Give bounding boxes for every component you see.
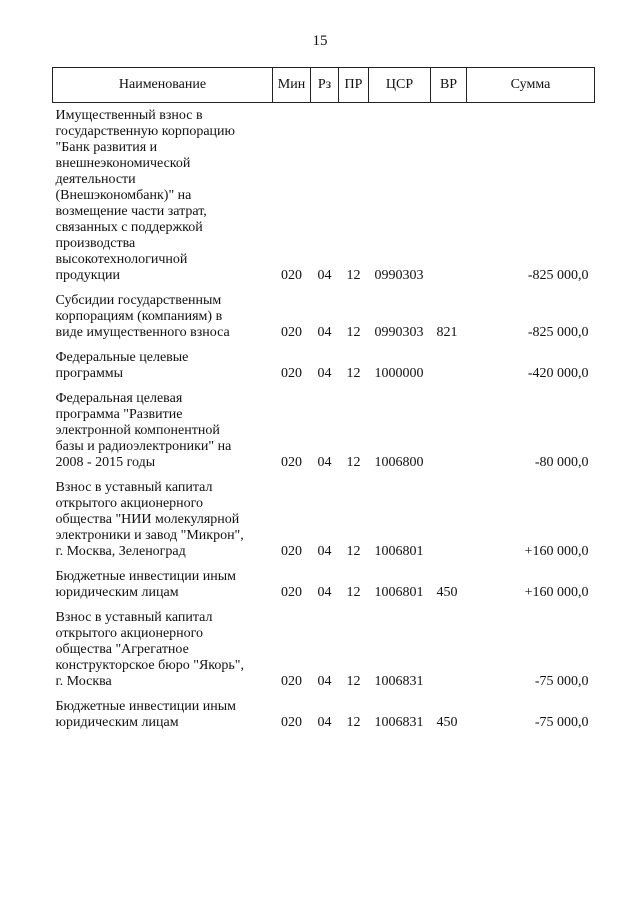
row-vr bbox=[431, 350, 467, 382]
row-name-line: виде имущественного взноса bbox=[55, 325, 230, 340]
row-spacer bbox=[53, 471, 595, 480]
row-csr: 0990303 bbox=[374, 325, 424, 340]
row-pr: 12 bbox=[346, 715, 361, 730]
row-sum: -825 000,0 bbox=[527, 268, 589, 283]
row-min: 020 bbox=[281, 544, 302, 559]
table-row bbox=[53, 569, 595, 601]
row-vr: 821 bbox=[436, 325, 458, 340]
header-pr: ПР bbox=[339, 68, 369, 103]
row-name-line: общества "НИИ молекулярной bbox=[55, 512, 240, 527]
row-pr: 12 bbox=[346, 585, 361, 600]
row-min: 020 bbox=[281, 325, 302, 340]
row-name-line: производства bbox=[55, 236, 136, 251]
row-name-line: Бюджетные инвестиции иным bbox=[55, 699, 236, 714]
row-rz: 04 bbox=[317, 585, 332, 600]
row-name-line: Федеральные целевые bbox=[55, 350, 189, 365]
header-sum: Сумма bbox=[467, 68, 595, 103]
row-name-line: возмещение части затрат, bbox=[55, 204, 207, 219]
row-name-line: Бюджетные инвестиции иным bbox=[55, 569, 236, 584]
row-spacer bbox=[53, 560, 595, 569]
row-csr: 1006831 bbox=[374, 715, 424, 730]
row-csr: 1006801 bbox=[374, 544, 424, 559]
row-name-line: Субсидии государственным bbox=[55, 293, 222, 308]
row-name-line: общества "Агрегатное bbox=[55, 642, 189, 657]
row-name-line: конструкторское бюро "Якорь", bbox=[55, 658, 244, 673]
row-spacer-cell bbox=[53, 690, 595, 699]
row-name-line: (Внешэкономбанк)" на bbox=[55, 188, 192, 203]
row-pr: 12 bbox=[346, 674, 361, 689]
table-row bbox=[53, 103, 595, 285]
row-name-line: внешнеэкономической bbox=[55, 156, 191, 171]
row-sum: +160 000,0 bbox=[524, 585, 589, 600]
row-spacer-cell bbox=[53, 560, 595, 569]
row-name-line: 2008 - 2015 годы bbox=[55, 455, 156, 470]
row-rz: 04 bbox=[317, 715, 332, 730]
row-sum: -75 000,0 bbox=[534, 715, 589, 730]
row-name-line: Взнос в уставный капитал bbox=[55, 480, 213, 495]
row-name-line: Взнос в уставный капитал bbox=[55, 610, 213, 625]
row-sum: -80 000,0 bbox=[534, 455, 589, 470]
header-min: Мин bbox=[273, 68, 311, 103]
row-name-line: корпорациям (компаниям) в bbox=[55, 309, 223, 324]
row-vr bbox=[431, 103, 467, 285]
row-vr: 450 bbox=[436, 585, 458, 600]
row-name-line: высокотехнологичной bbox=[55, 252, 188, 267]
row-csr: 1000000 bbox=[374, 366, 424, 381]
row-pr: 12 bbox=[346, 455, 361, 470]
row-name bbox=[53, 350, 273, 382]
row-name-line: базы и радиоэлектроники" на bbox=[55, 439, 232, 454]
table-row bbox=[53, 480, 595, 560]
row-pr: 12 bbox=[346, 544, 361, 559]
row-name-line: г. Москва bbox=[55, 674, 112, 689]
row-name bbox=[53, 293, 273, 341]
row-name-line: связанных с поддержкой bbox=[55, 220, 203, 235]
row-pr: 12 bbox=[346, 268, 361, 283]
row-csr: 1006831 bbox=[374, 674, 424, 689]
row-name bbox=[53, 391, 273, 471]
row-min: 020 bbox=[281, 715, 302, 730]
row-sum: +160 000,0 bbox=[524, 544, 589, 559]
row-spacer bbox=[53, 284, 595, 293]
row-min: 020 bbox=[281, 674, 302, 689]
row-rz: 04 bbox=[317, 674, 332, 689]
row-vr: 450 bbox=[436, 715, 458, 730]
row-csr: 0990303 bbox=[374, 268, 424, 283]
row-name bbox=[53, 103, 273, 285]
row-spacer bbox=[53, 382, 595, 391]
row-name-line: программа "Развитие bbox=[55, 407, 183, 422]
row-spacer-cell bbox=[53, 471, 595, 480]
row-name-line: юридическим лицам bbox=[55, 715, 179, 730]
table-row bbox=[53, 350, 595, 382]
row-name-line: открытого акционерного bbox=[55, 496, 204, 511]
table-row bbox=[53, 391, 595, 471]
row-name bbox=[53, 480, 273, 560]
row-rz: 04 bbox=[317, 366, 332, 381]
row-spacer-cell bbox=[53, 601, 595, 610]
table-body bbox=[53, 103, 595, 732]
row-name-line: государственную корпорацию bbox=[55, 124, 235, 139]
row-rz: 04 bbox=[317, 268, 332, 283]
row-vr bbox=[431, 610, 467, 690]
row-min: 020 bbox=[281, 268, 302, 283]
row-spacer-cell bbox=[53, 382, 595, 391]
row-sum: -825 000,0 bbox=[527, 325, 589, 340]
row-name-line: Федеральная целевая bbox=[55, 391, 183, 406]
row-spacer bbox=[53, 601, 595, 610]
row-name-line: программы bbox=[55, 366, 124, 381]
row-csr: 1006800 bbox=[374, 455, 424, 470]
row-name bbox=[53, 610, 273, 690]
row-min: 020 bbox=[281, 585, 302, 600]
row-pr: 12 bbox=[346, 325, 361, 340]
row-spacer bbox=[53, 690, 595, 699]
row-csr: 1006801 bbox=[374, 585, 424, 600]
row-name-line: электронной компонентной bbox=[55, 423, 220, 438]
row-name-line: электроники и завод "Микрон", bbox=[55, 528, 244, 543]
row-name bbox=[53, 699, 273, 731]
row-vr bbox=[431, 391, 467, 471]
row-name-line: открытого акционерного bbox=[55, 626, 204, 641]
row-name-line: деятельности bbox=[55, 172, 136, 187]
row-rz: 04 bbox=[317, 325, 332, 340]
row-name-line: Имущественный взнос в bbox=[55, 108, 203, 123]
row-name bbox=[53, 569, 273, 601]
row-min: 020 bbox=[281, 455, 302, 470]
row-sum: -75 000,0 bbox=[534, 674, 589, 689]
row-vr bbox=[431, 480, 467, 560]
table-header-row bbox=[53, 68, 595, 103]
header-name: Наименование bbox=[53, 68, 273, 103]
header-rz: Рз bbox=[311, 68, 339, 103]
page-number: 15 bbox=[312, 33, 328, 49]
header-csr: ЦСР bbox=[369, 68, 431, 103]
row-name-line: г. Москва, Зеленоград bbox=[55, 544, 186, 559]
row-sum: -420 000,0 bbox=[527, 366, 589, 381]
row-name-line: "Банк развития и bbox=[55, 140, 158, 155]
row-min: 020 bbox=[281, 366, 302, 381]
row-spacer bbox=[53, 341, 595, 350]
table-row bbox=[53, 610, 595, 690]
row-rz: 04 bbox=[317, 455, 332, 470]
header-vr: ВР bbox=[431, 68, 467, 103]
row-pr: 12 bbox=[346, 366, 361, 381]
row-rz: 04 bbox=[317, 544, 332, 559]
row-spacer-cell bbox=[53, 284, 595, 293]
row-name-line: продукции bbox=[55, 268, 120, 283]
budget-table bbox=[52, 67, 595, 731]
table-row bbox=[53, 699, 595, 731]
row-name-line: юридическим лицам bbox=[55, 585, 179, 600]
table-row bbox=[53, 293, 595, 341]
row-spacer-cell bbox=[53, 341, 595, 350]
